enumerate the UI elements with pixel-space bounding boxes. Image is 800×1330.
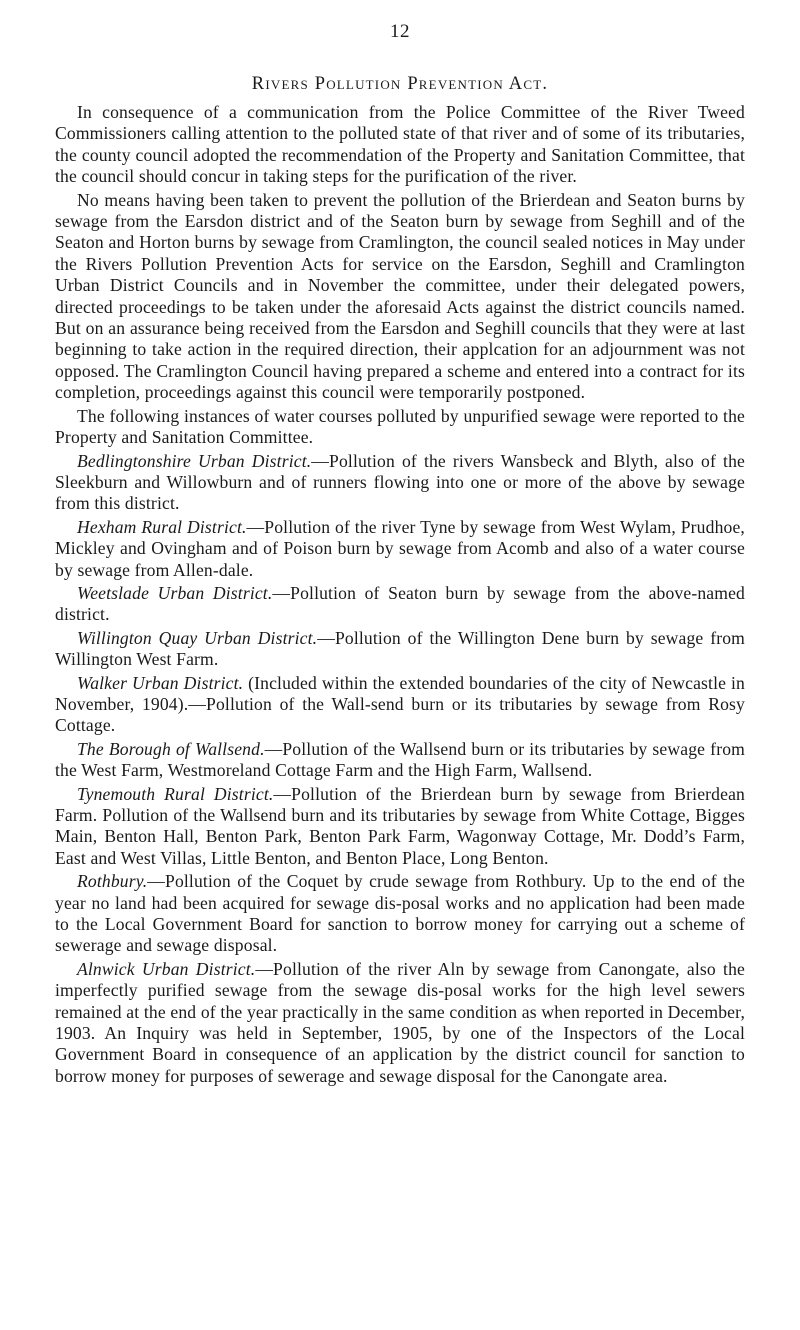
paragraph-heading: Hexham Rural District. xyxy=(77,516,247,537)
paragraph-text: —Pollution of the river Aln by sewage from Canongate, also the imperfectly purified sewage from the sewage dis-posal works for the high level sewers remained at the end of the year practically in the same condition as when reported in December, 1903. An Inquiry was held in September, 1905, by one of the Inspectors of the Local Government Board in consequence of an application by the district council for sanction to borrow money for purposes of sewerage and sewage disposal for the Canongate area. xyxy=(55,958,745,1086)
paragraph xyxy=(55,102,745,188)
paragraph xyxy=(55,451,745,515)
paragraph xyxy=(55,517,745,581)
paragraph xyxy=(55,583,745,626)
paragraph xyxy=(55,871,745,957)
paragraph-text: (Included within the extended boundaries of the city of Newcastle in November, 1904).—Pollution of the Wall-send burn or its tributaries by sewage from Rosy Cottage. xyxy=(55,672,745,736)
paragraph xyxy=(55,959,745,1087)
paragraph-heading: Rothbury. xyxy=(77,871,148,892)
paragraph-heading: Willington Quay Urban District. xyxy=(77,627,318,648)
paragraph xyxy=(55,784,745,870)
paragraph-heading: Weetslade Urban District. xyxy=(77,582,273,603)
document-page xyxy=(55,0,745,1087)
paragraph-text: —Pollution of the rivers Wansbeck and Blyth, also of the Sleekburn and Willowburn and of runners flowing into one or more of the above by sewage from this district. xyxy=(55,450,745,514)
paragraph xyxy=(55,739,745,782)
paragraph xyxy=(55,406,745,449)
paragraph-text: No means having been taken to prevent the pollution of the Brierdean and Seaton burns by sewage from the Earsdon district and of the Seaton burn by sewage from Seghill and of the Seaton and Horton burns by sewage from Cramlington, the council sealed notices in May under the Rivers Pollution Prevention Acts for service on the Earsdon, Seghill and Cramlington Urban District Councils and in November the committee, under their delegated powers, directed proceedings to be taken under the aforesaid Acts against the district councils named. But on an assurance being received from the Earsdon and Seghill councils that they were at last beginning to take action in the required direction, their applcation for an adjournment was not opposed. The Cramlington Council having prepared a scheme and entered into a contract for its completion, proceedings against this council were temporarily postponed. xyxy=(55,189,745,403)
page-number: 12 xyxy=(390,21,410,42)
paragraph-heading: Bedlingtonshire Urban District. xyxy=(77,450,312,471)
paragraph xyxy=(55,190,745,404)
paragraph-heading: The Borough of Wallsend. xyxy=(77,738,265,759)
paragraph xyxy=(55,673,745,737)
paragraph-heading: Walker Urban District. xyxy=(77,672,244,693)
paragraph-text: —Pollution of the Wallsend burn or its tributaries by sewage from the West Farm, Westmoreland Cottage Farm and the High Farm, Wallsend. xyxy=(55,738,745,781)
section-title: Rivers Pollution Prevention Act. xyxy=(251,74,549,94)
paragraph-heading: Alnwick Urban District. xyxy=(77,958,256,979)
paragraph-text: —Pollution of the Willington Dene burn by sewage from Willington West Farm. xyxy=(55,627,746,670)
paragraph xyxy=(55,628,745,671)
body-text xyxy=(55,102,745,1087)
paragraph-text: The following instances of water courses polluted by unpurified sewage were reported to the Property and Sanitation Committee. xyxy=(55,405,745,448)
paragraph-heading: Tynemouth Rural District. xyxy=(77,783,274,804)
paragraph-text: In consequence of a communication from the Police Committee of the River Tweed Commissioners calling attention to the polluted state of that river and of some of its tributaries, the county council adopted the recommendation of the Property and Sanitation Committee, that the council should concur in taking steps for the purification of the river. xyxy=(55,102,745,187)
paragraph-text: —Pollution of the river Tyne by sewage from West Wylam, Prudhoe, Mickley and Ovingham and of Poison burn by sewage from Acomb and also of a water course by sewage from Allen-dale. xyxy=(55,516,745,580)
paragraph-text: —Pollution of Seaton burn by sewage from the above-named district. xyxy=(55,582,745,625)
paragraph-text: —Pollution of the Coquet by crude sewage from Rothbury. Up to the end of the year no land had been acquired for sewage dis-posal works and no application had been made to the Local Government Board for sanction to borrow money for carrying out a scheme of sewerage and sewage disposal. xyxy=(55,871,745,956)
paragraph-text: —Pollution of the Brierdean burn by sewage from Brierdean Farm. Pollution of the Wallsend burn and its tributaries by sewage from White Cottage, Bigges Main, Benton Hall, Benton Park, Benton Park Farm, Wagonway Cottage, Mr. Dodd’s Farm, East and West Villas, Little Benton, and Benton Place, Long Benton. xyxy=(55,783,745,868)
